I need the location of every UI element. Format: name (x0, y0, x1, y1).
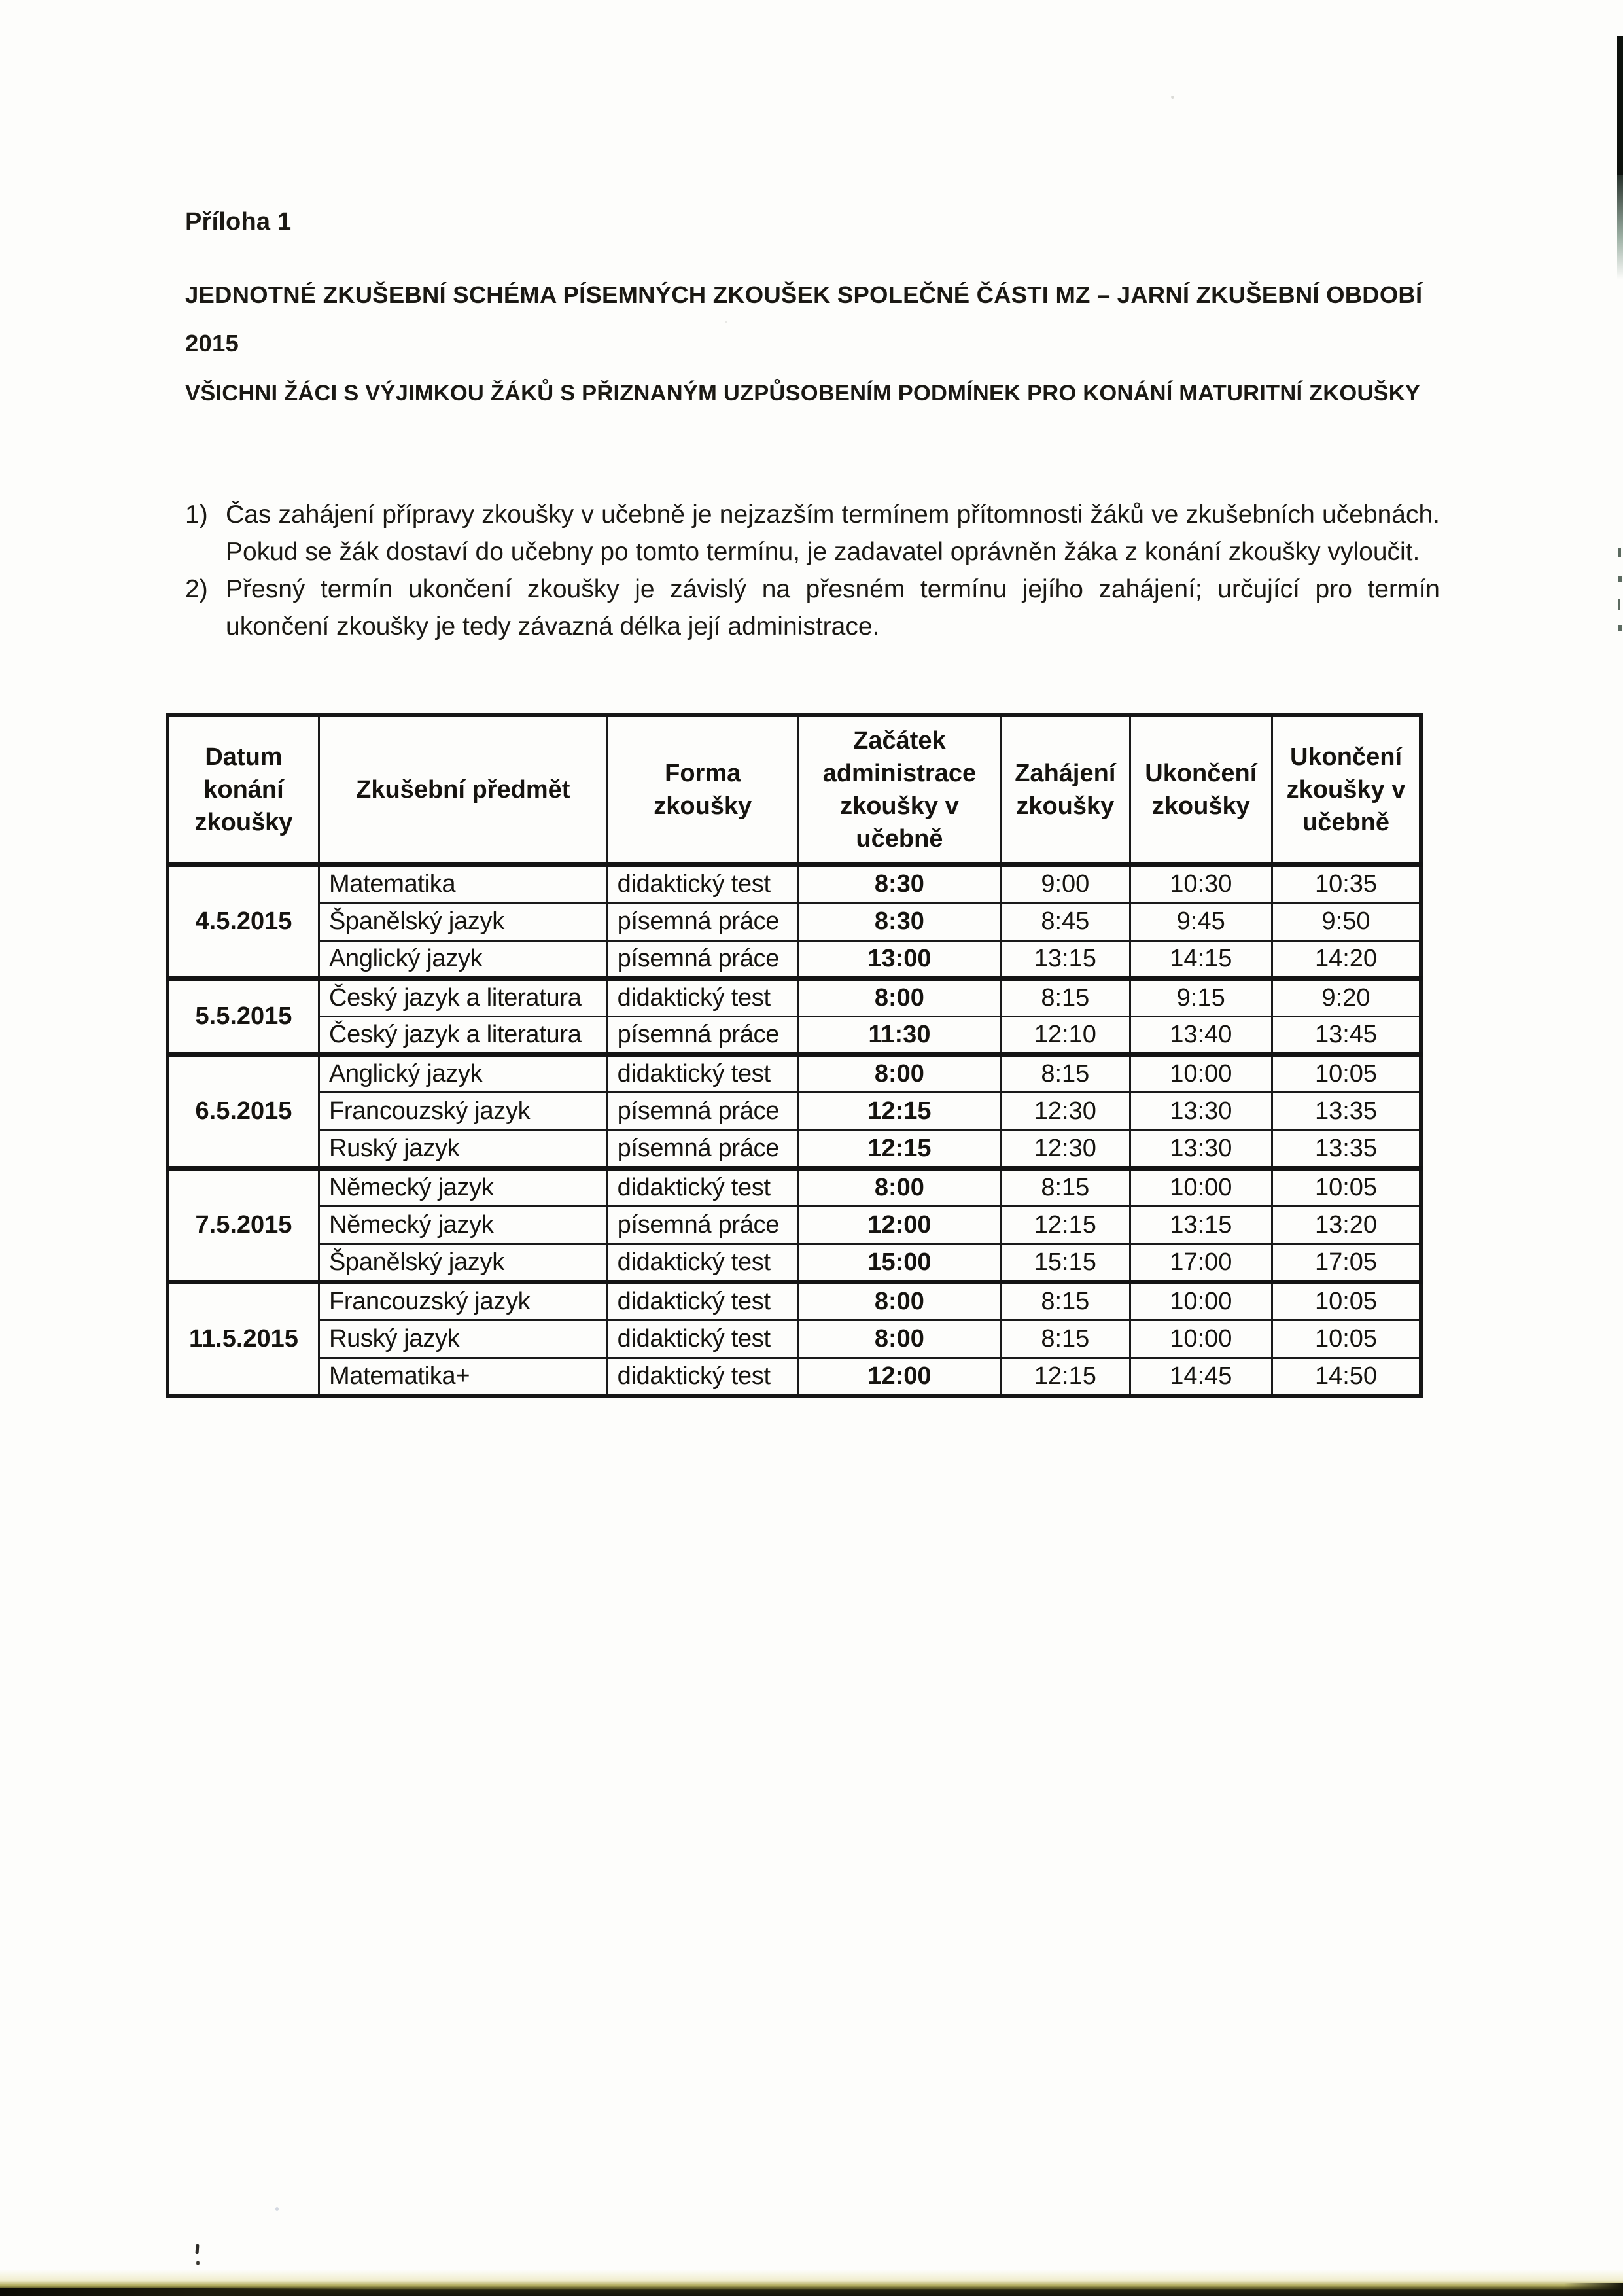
exam-form-cell: didaktický test (607, 1055, 798, 1093)
exam-form-cell: didaktický test (607, 1245, 798, 1282)
subject-cell: Francouzský jazyk (319, 1093, 607, 1131)
exam-form-cell: písemná práce (607, 903, 798, 941)
end-room-time-cell: 14:20 (1272, 941, 1421, 979)
exam-form-cell: písemná práce (607, 941, 798, 979)
start-time-cell: 8:15 (1001, 1169, 1130, 1207)
end-room-time-cell: 13:20 (1272, 1207, 1421, 1245)
subject-cell: Matematika+ (319, 1358, 607, 1396)
end-time-cell: 10:30 (1130, 865, 1272, 903)
admin-start-cell: 12:15 (798, 1093, 1000, 1131)
exam-form-cell: písemná práce (607, 1131, 798, 1169)
subject-cell: Ruský jazyk (319, 1131, 607, 1169)
exam-form-cell: didaktický test (607, 1358, 798, 1396)
subject-cell: Španělský jazyk (319, 903, 607, 941)
table-row (167, 1358, 1421, 1396)
exam-form-cell: didaktický test (607, 979, 798, 1017)
column-header: Zahájení zkoušky (1001, 715, 1130, 865)
exam-form-cell: písemná práce (607, 1093, 798, 1131)
start-time-cell: 8:15 (1001, 979, 1130, 1017)
table-header-row (167, 715, 1421, 865)
subject-cell: Francouzský jazyk (319, 1282, 607, 1320)
exam-form-cell: písemná práce (607, 1017, 798, 1055)
start-time-cell: 12:30 (1001, 1093, 1130, 1131)
table-row (167, 1245, 1421, 1282)
attachment-label: Příloha 1 (185, 208, 292, 236)
start-time-cell: 12:15 (1001, 1207, 1130, 1245)
admin-start-cell: 12:00 (798, 1207, 1000, 1245)
table-row (167, 1055, 1421, 1093)
admin-start-cell: 8:00 (798, 1055, 1000, 1093)
document-title-line2: 2015 (185, 330, 239, 357)
start-time-cell: 8:15 (1001, 1055, 1130, 1093)
document-title (185, 271, 1487, 368)
admin-start-cell: 8:30 (798, 865, 1000, 903)
subject-cell: Španělský jazyk (319, 1245, 607, 1282)
start-time-cell: 12:30 (1001, 1131, 1130, 1169)
end-time-cell: 9:15 (1130, 979, 1272, 1017)
admin-start-cell: 8:00 (798, 979, 1000, 1017)
admin-start-cell: 8:00 (798, 1320, 1000, 1358)
end-room-time-cell: 14:50 (1272, 1358, 1421, 1396)
scan-artifact (1618, 625, 1622, 631)
exam-form-cell: didaktický test (607, 1169, 798, 1207)
start-time-cell: 9:00 (1001, 865, 1130, 903)
admin-start-cell: 8:30 (798, 903, 1000, 941)
end-time-cell: 10:00 (1130, 1169, 1272, 1207)
table-row (167, 865, 1421, 903)
column-header: Datum konání zkoušky (167, 715, 319, 865)
start-time-cell: 12:15 (1001, 1358, 1130, 1396)
subject-cell: Český jazyk a literatura (319, 979, 607, 1017)
note-text: Čas zahájení přípravy zkoušky v učebně je nejzazším termínem přítomnosti žáků ve zkušebních učebnách. Pokud se žák dostaví do učebny po tomto termínu, je zadavatel oprávněn žáka z konání zkoušky vyloučit. (226, 501, 1440, 566)
exam-form-cell: didaktický test (607, 1282, 798, 1320)
end-room-time-cell: 10:05 (1272, 1320, 1421, 1358)
admin-start-cell: 8:00 (798, 1169, 1000, 1207)
exam-form-cell: písemná práce (607, 1207, 798, 1245)
exam-date-cell: 11.5.2015 (167, 1282, 319, 1396)
column-header: Ukončení zkoušky v učebně (1272, 715, 1421, 865)
exam-form-cell: didaktický test (607, 865, 798, 903)
start-time-cell: 15:15 (1001, 1245, 1130, 1282)
subject-cell: Český jazyk a literatura (319, 1017, 607, 1055)
admin-start-cell: 13:00 (798, 941, 1000, 979)
start-time-cell: 8:15 (1001, 1282, 1130, 1320)
scan-artifact (1171, 96, 1174, 99)
column-header: Zkušební předmět (319, 715, 607, 865)
table-header-row (167, 715, 1421, 865)
note-number: 1) (185, 501, 208, 529)
end-room-time-cell: 17:05 (1272, 1245, 1421, 1282)
document-title-line1: JEDNOTNÉ ZKUŠEBNÍ SCHÉMA PÍSEMNÝCH ZKOUŠEK SPOLEČNÉ ČÁSTI MZ – JARNÍ ZKUŠEBNÍ OBDOBÍ (185, 281, 1423, 308)
column-header: Ukončení zkoušky (1130, 715, 1272, 865)
end-time-cell: 17:00 (1130, 1245, 1272, 1282)
exam-date-cell: 6.5.2015 (167, 1055, 319, 1169)
end-room-time-cell: 9:50 (1272, 903, 1421, 941)
table-row (167, 1282, 1421, 1320)
end-time-cell: 10:00 (1130, 1282, 1272, 1320)
scan-bottom-band-shadow (0, 2288, 366, 2296)
scan-artifact (275, 2207, 279, 2211)
admin-start-cell: 8:00 (798, 1282, 1000, 1320)
subject-cell: Německý jazyk (319, 1207, 607, 1245)
end-time-cell: 13:30 (1130, 1131, 1272, 1169)
end-time-cell: 14:45 (1130, 1358, 1272, 1396)
table-body (167, 865, 1421, 1396)
column-header: Začátek administrace zkoušky v učebně (798, 715, 1000, 865)
table-row (167, 1131, 1421, 1169)
exam-date-cell: 5.5.2015 (167, 979, 319, 1055)
scan-artifact (195, 2244, 199, 2254)
end-room-time-cell: 10:05 (1272, 1055, 1421, 1093)
exam-date-cell: 7.5.2015 (167, 1169, 319, 1282)
scan-bottom-band-shadow (1564, 2283, 1623, 2296)
scan-artifact (725, 321, 727, 323)
subject-cell: Anglický jazyk (319, 941, 607, 979)
table-row (167, 1017, 1421, 1055)
end-room-time-cell: 9:20 (1272, 979, 1421, 1017)
note-item-2 (185, 571, 1440, 645)
admin-start-cell: 12:15 (798, 1131, 1000, 1169)
end-room-time-cell: 13:35 (1272, 1131, 1421, 1169)
end-room-time-cell: 10:05 (1272, 1169, 1421, 1207)
scan-artifact (196, 2261, 200, 2265)
table-row (167, 1320, 1421, 1358)
admin-start-cell: 11:30 (798, 1017, 1000, 1055)
notes-list (185, 496, 1440, 645)
start-time-cell: 8:15 (1001, 1320, 1130, 1358)
subject-cell: Matematika (319, 865, 607, 903)
end-time-cell: 9:45 (1130, 903, 1272, 941)
start-time-cell: 8:45 (1001, 903, 1130, 941)
end-room-time-cell: 13:35 (1272, 1093, 1421, 1131)
table-row (167, 1207, 1421, 1245)
document-subtitle: VŠICHNI ŽÁCI S VÝJIMKOU ŽÁKŮ S PŘIZNANÝM UZPŮSOBENÍM PODMÍNEK PRO KONÁNÍ MATURITNÍ ZKOUŠKY (185, 381, 1421, 406)
end-time-cell: 13:30 (1130, 1093, 1272, 1131)
end-room-time-cell: 10:35 (1272, 865, 1421, 903)
admin-start-cell: 15:00 (798, 1245, 1000, 1282)
table-row (167, 979, 1421, 1017)
end-time-cell: 13:15 (1130, 1207, 1272, 1245)
start-time-cell: 12:10 (1001, 1017, 1130, 1055)
note-number: 2) (185, 575, 208, 603)
table-row (167, 1169, 1421, 1207)
end-time-cell: 10:00 (1130, 1320, 1272, 1358)
end-time-cell: 13:40 (1130, 1017, 1272, 1055)
end-room-time-cell: 10:05 (1272, 1282, 1421, 1320)
exam-form-cell: didaktický test (607, 1320, 798, 1358)
column-header: Forma zkoušky (607, 715, 798, 865)
note-text: Přesný termín ukončení zkoušky je závislý na přesném termínu jejího zahájení; určující pro termín ukončení zkoušky je tedy závazná délka její administrace. (226, 575, 1440, 641)
end-time-cell: 14:15 (1130, 941, 1272, 979)
subject-cell: Ruský jazyk (319, 1320, 607, 1358)
start-time-cell: 13:15 (1001, 941, 1130, 979)
scan-artifact (1618, 599, 1620, 610)
subject-cell: Anglický jazyk (319, 1055, 607, 1093)
end-time-cell: 10:00 (1130, 1055, 1272, 1093)
scan-edge-artifact (1617, 36, 1623, 175)
end-room-time-cell: 13:45 (1272, 1017, 1421, 1055)
table-row (167, 1093, 1421, 1131)
scan-edge-artifact (1617, 175, 1623, 279)
table-row (167, 941, 1421, 979)
exam-schedule-table (166, 713, 1423, 1398)
table-row (167, 903, 1421, 941)
scan-artifact (1618, 548, 1621, 557)
scan-artifact (1618, 576, 1622, 582)
subject-cell: Německý jazyk (319, 1169, 607, 1207)
note-item-1 (185, 496, 1440, 571)
admin-start-cell: 12:00 (798, 1358, 1000, 1396)
exam-date-cell: 4.5.2015 (167, 865, 319, 979)
